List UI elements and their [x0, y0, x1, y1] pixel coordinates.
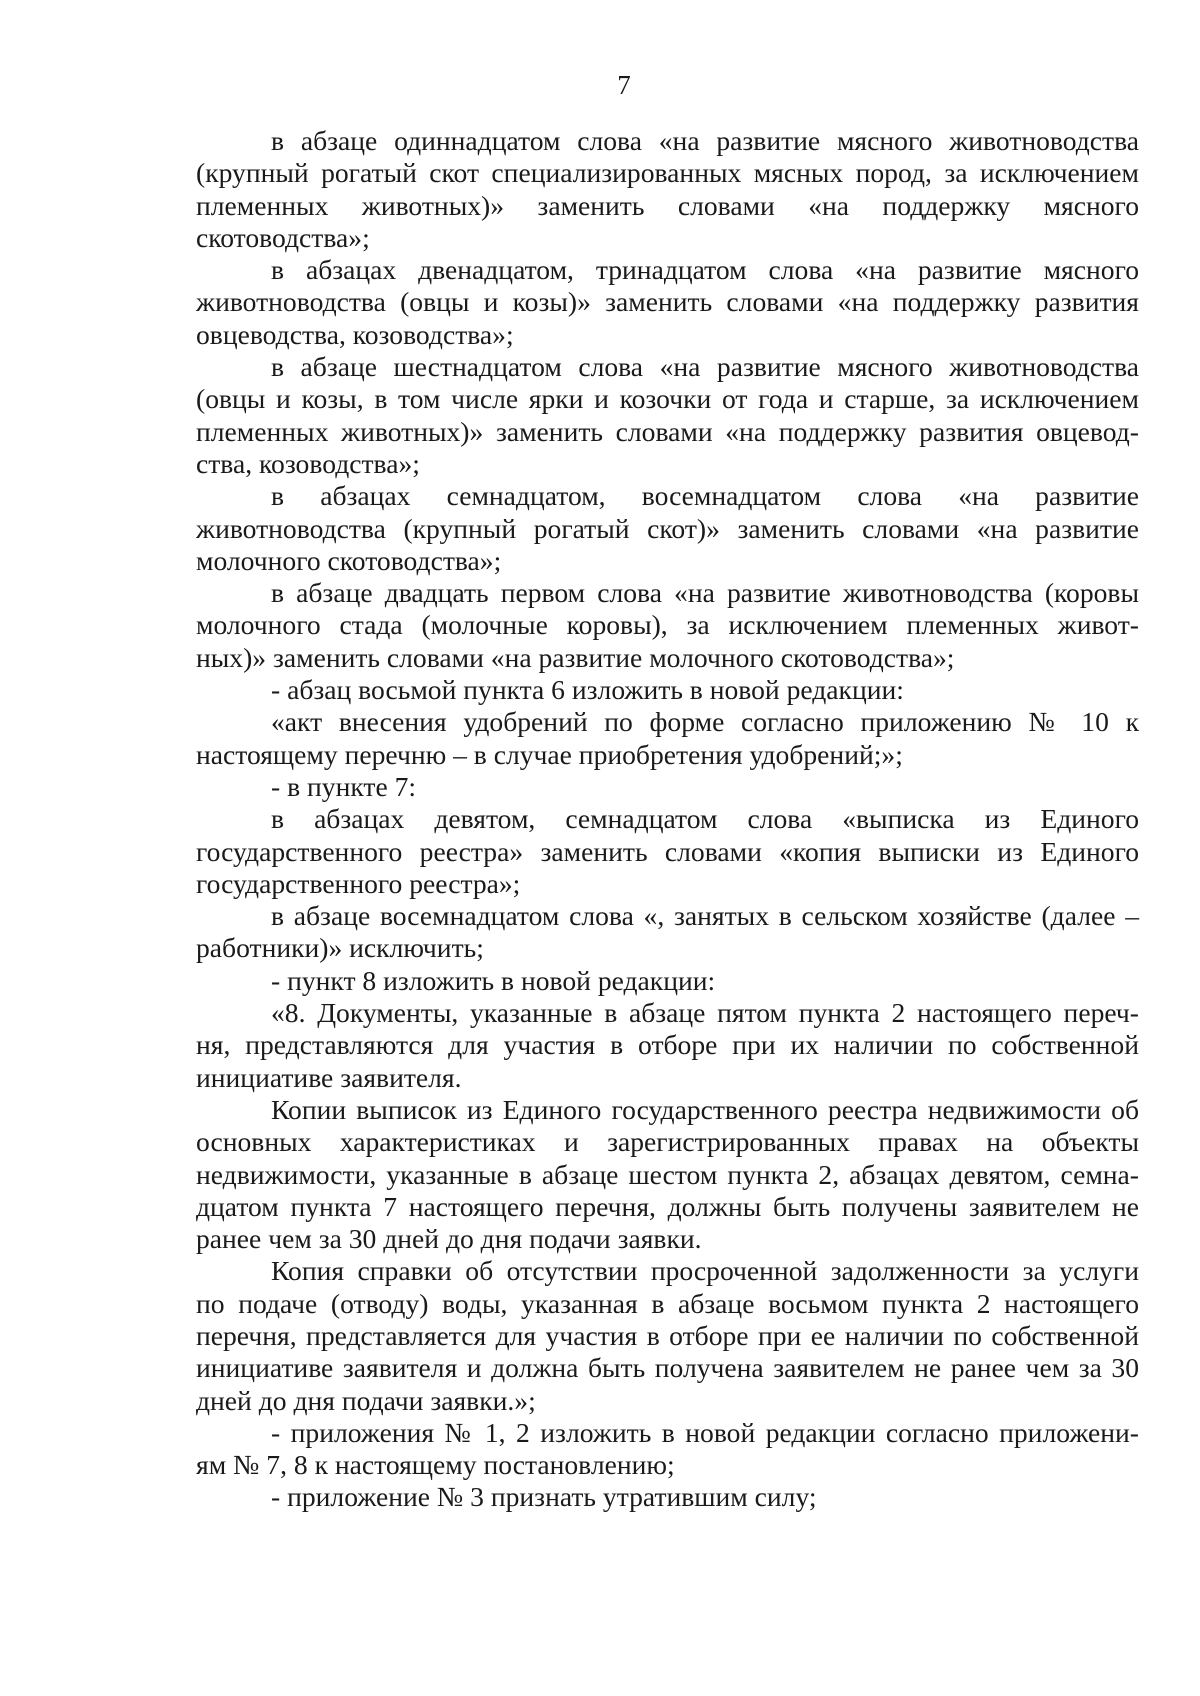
text-line: в абзацах семнадцатом, восемнадцатом слова «на развитие: [271, 480, 1139, 512]
text-line: молочного скотоводства»;: [196, 544, 502, 576]
text-line: - абзац восьмой пункта 6 изложить в новой редакции:: [271, 674, 904, 706]
text-line: - в пункте 7:: [271, 770, 417, 802]
text-line: дцатом пункта 7 настоящего перечня, должны быть получены заявителем не: [196, 1190, 1139, 1222]
text-line: Копия справки об отсутствии просроченной задолженности за услуги: [271, 1255, 1139, 1287]
text-line: молочного стада (молочные коровы), за исключением племенных живот-: [196, 609, 1139, 641]
text-line: племенных животных)» заменить словами «на поддержку развития овцевод-: [196, 415, 1139, 447]
text-line: (крупный рогатый скот специализированных мясных пород, за исключением: [196, 157, 1139, 189]
text-line: государственного реестра» заменить словами «копия выписки из Единого: [196, 835, 1139, 867]
text-line: инициативе заявителя и должна быть получена заявителем не ранее чем за 30: [196, 1352, 1139, 1384]
text-line: - приложение № 3 признать утратившим силу;: [271, 1481, 817, 1513]
text-line: перечня, представляется для участия в отборе при ее наличии по собственной: [196, 1319, 1139, 1351]
text-line: в абзаце восемнадцатом слова «, занятых в сельском хозяйстве (далее –: [271, 900, 1139, 932]
text-line: ня, представляются для участия в отборе при их наличии по собственной: [196, 1029, 1139, 1061]
text-line: ранее чем за 30 дней до дня подачи заявки.: [196, 1223, 702, 1255]
text-line: по подаче (отводу) воды, указанная в абзаце восьмом пункта 2 настоящего: [196, 1287, 1139, 1319]
text-line: овцеводства, козоводства»;: [196, 318, 514, 350]
text-line: «акт внесения удобрений по форме согласно приложению № 10 к: [271, 706, 1139, 738]
text-line: Копии выписок из Единого государственного реестра недвижимости об: [271, 1093, 1139, 1125]
text-line: инициативе заявителя.: [196, 1061, 462, 1093]
document-body: [196, 125, 1139, 1514]
text-line: ства, козоводства»;: [196, 447, 420, 479]
text-line: животноводства (крупный рогатый скот)» заменить словами «на развитие: [196, 512, 1139, 544]
text-line: недвижимости, указанные в абзаце шестом пункта 2, абзацах девятом, семна-: [196, 1158, 1139, 1190]
text-line: «8. Документы, указанные в абзаце пятом пункта 2 настоящего переч-: [271, 997, 1139, 1029]
text-line: основных характеристиках и зарегистрированных правах на объекты: [196, 1126, 1139, 1158]
text-line: - приложения № 1, 2 изложить в новой редакции согласно приложени-: [271, 1416, 1139, 1448]
text-line: ных)» заменить словами «на развитие молочного скотоводства»;: [196, 641, 955, 673]
text-line: (овцы и козы, в том числе ярки и козочки от года и старше, за исключением: [196, 383, 1139, 415]
text-line: - пункт 8 изложить в новой редакции:: [271, 964, 716, 996]
text-line: в абзацах двенадцатом, тринадцатом слова «на развитие мясного: [271, 254, 1139, 286]
text-line: животноводства (овцы и козы)» заменить словами «на поддержку развития: [196, 286, 1139, 318]
page-number: 7: [617, 70, 631, 100]
text-line: в абзаце двадцать первом слова «на развитие животноводства (коровы: [271, 577, 1139, 609]
text-line: в абзацах девятом, семнадцатом слова «выписка из Единого: [271, 803, 1139, 835]
text-line: настоящему перечню – в случае приобретения удобрений;»;: [196, 738, 903, 770]
text-line: в абзаце шестнадцатом слова «на развитие мясного животноводства: [271, 351, 1139, 383]
text-line: государственного реестра»;: [196, 867, 521, 899]
text-line: работники)» исключить;: [196, 932, 484, 964]
text-line: дней до дня подачи заявки.»;: [196, 1384, 536, 1416]
text-line: в абзаце одиннадцатом слова «на развитие мясного животноводства: [271, 125, 1139, 156]
text-line: ям № 7, 8 к настоящему постановлению;: [196, 1449, 675, 1481]
text-line: скотоводства»;: [196, 221, 370, 253]
text-line: племенных животных)» заменить словами «на поддержку мясного: [196, 189, 1139, 221]
